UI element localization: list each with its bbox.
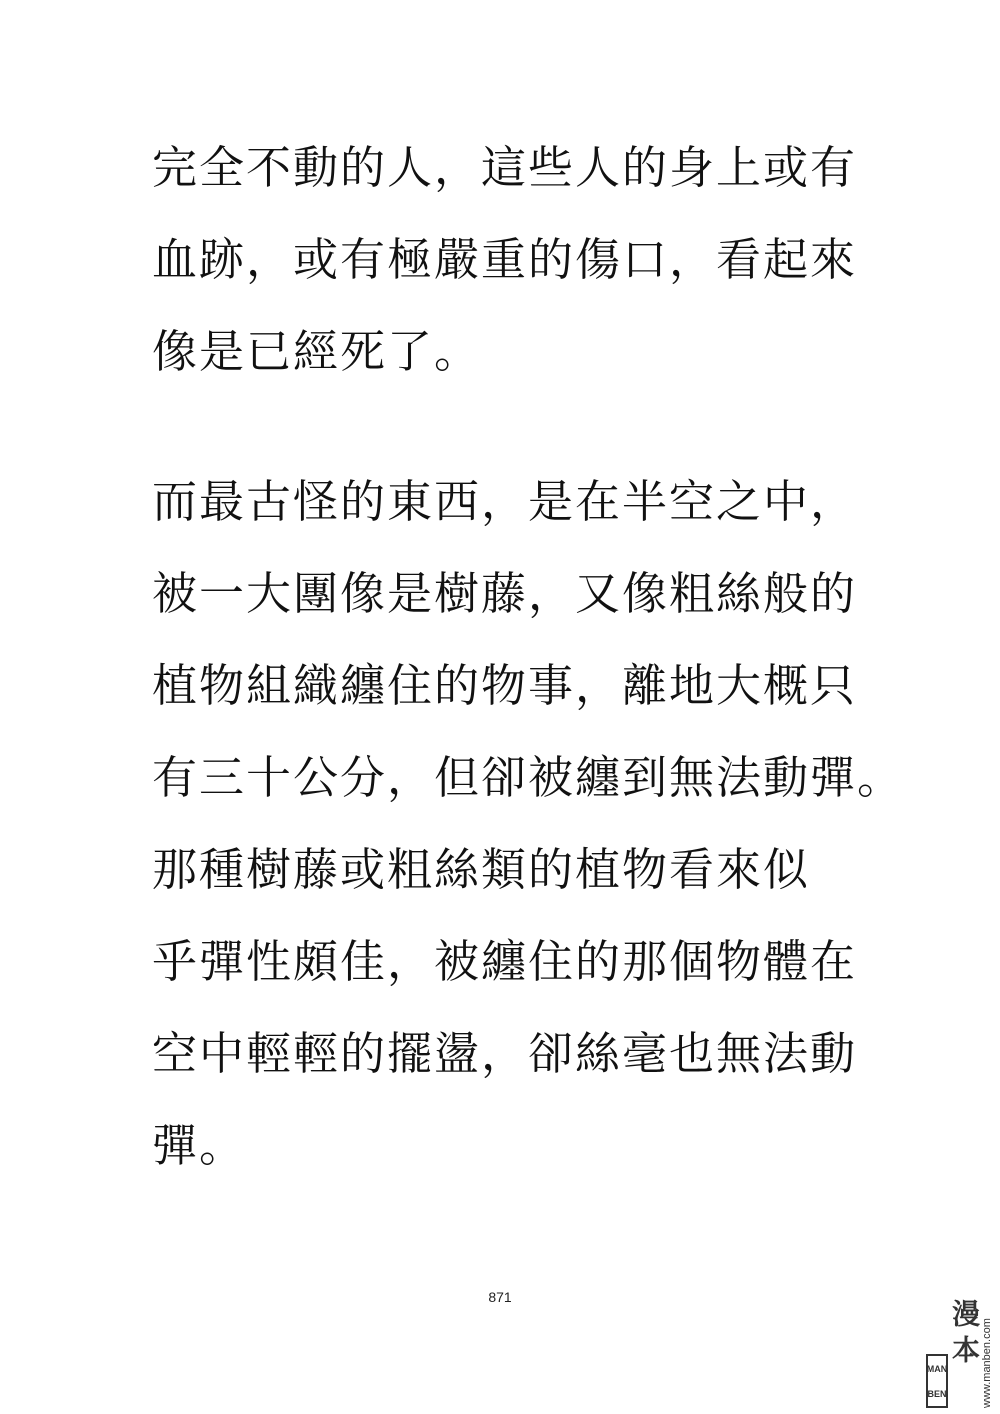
paragraph-2 xyxy=(152,456,905,1192)
text-line: 像是已經死了。 xyxy=(152,325,482,378)
watermark-logo xyxy=(926,1262,994,1410)
page-number: 871 xyxy=(488,1289,512,1305)
text-line: 植物組織纏住的物事，離地大概只 xyxy=(152,659,858,712)
text-line: 空中輕輕的擺盪，卻絲毫也無法動 xyxy=(152,1027,858,1080)
watermark-box-bottom: BEN xyxy=(927,1388,947,1399)
text-line: 被一大團像是樹藤，又像粗絲般的 xyxy=(152,567,858,620)
text-line: 彈。 xyxy=(152,1119,247,1172)
watermark-url: www.manben.com xyxy=(981,1318,993,1408)
watermark-box-top: MAN xyxy=(926,1363,948,1374)
text-line: 有三十公分，但卻被纏到無法動彈。 xyxy=(152,751,905,804)
text-line: 而最古怪的東西，是在半空之中， xyxy=(152,475,858,528)
text-line: 乎彈性頗佳，被纏住的那個物體在 xyxy=(152,935,858,988)
watermark-box xyxy=(926,1354,948,1408)
text-line: 血跡，或有極嚴重的傷口，看起來 xyxy=(152,233,858,286)
paragraph-1 xyxy=(152,122,872,398)
text-line: 那種樹藤或粗絲類的植物看來似 xyxy=(152,843,811,896)
watermark-main-text: 漫本 xyxy=(948,1299,981,1371)
text-line: 完全不動的人，這些人的身上或有 xyxy=(152,141,858,194)
